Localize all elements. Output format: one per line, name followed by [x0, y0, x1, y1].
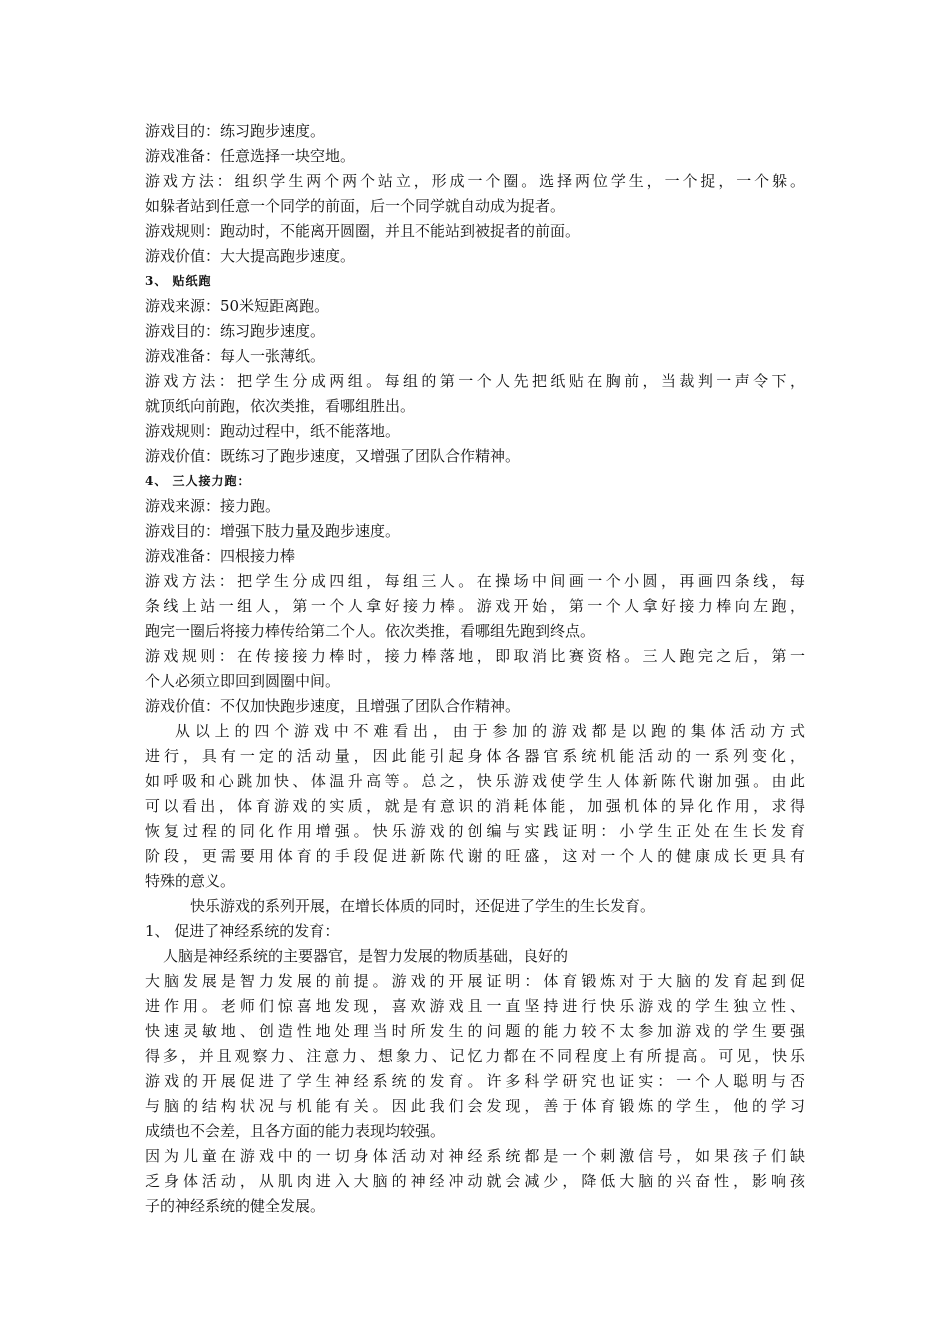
text-line: 进行，具有一定的活动量，因此能引起身体各器官系统机能活动的一系列变化，: [145, 747, 805, 765]
text-line: 游戏目的：练习跑步速度。: [145, 122, 326, 140]
text-line: 成绩也不会差，且各方面的能力表现均较强。: [145, 1122, 446, 1140]
text-line: 游戏目的：练习跑步速度。: [145, 322, 326, 340]
text-line: 游戏价值：既练习了跑步速度，又增强了团队合作精神。: [145, 447, 521, 465]
text-line: 大脑发展是智力发展的前提。游戏的开展证明：体育锻炼对于大脑的发育起到促: [145, 972, 805, 990]
section-heading: 3、 贴纸跑: [145, 274, 212, 288]
text-line: 游戏来源：50米短距离跑。: [145, 297, 330, 315]
text-line: 快速灵敏地、创造性地处理当时所发生的问题的能力较不太参加游戏的学生要强: [145, 1022, 805, 1040]
text-line: 快乐游戏的系列开展，在增长体质的同时，还促进了学生的生长发育。: [190, 897, 656, 915]
text-line: 因为儿童在游戏中的一切身体活动对神经系统都是一个刺激信号，如果孩子们缺: [145, 1147, 805, 1165]
text-line: 跑完一圈后将接力棒传给第二个人。依次类推，看哪组先跑到终点。: [145, 622, 596, 640]
text-line: 游戏准备：任意选择一块空地。: [145, 147, 356, 165]
text-line: 游戏方法：把学生分成四组，每组三人。在操场中间画一个小圆，再画四条线，每: [145, 572, 805, 590]
text-line: 如呼吸和心跳加快、体温升高等。总之，快乐游戏使学生人体新陈代谢加强。由此: [145, 772, 805, 790]
text-line: 特殊的意义。: [145, 872, 236, 890]
section-heading: 4、 三人接力跑：: [145, 474, 251, 488]
text-line: 游戏方法：把学生分成两组。每组的第一个人先把纸贴在胸前，当裁判一声令下，: [145, 372, 805, 390]
text-line: 得多，并且观察力、注意力、想象力、记忆力都在不同程度上有所提高。可见，快乐: [145, 1047, 805, 1065]
text-line: 游戏规则：在传接接力棒时，接力棒落地，即取消比赛资格。三人跑完之后，第一: [145, 647, 805, 665]
text-line: 恢复过程的同化作用增强。快乐游戏的创编与实践证明：小学生正处在生长发育: [145, 822, 805, 840]
text-line: 1、 促进了神经系统的发育：: [145, 922, 340, 940]
text-line: 与脑的结构状况与机能有关。因此我们会发现，善于体育锻炼的学生，他的学习: [145, 1097, 805, 1115]
text-line: 游戏准备：四根接力棒: [145, 547, 296, 565]
text-line: 子的神经系统的健全发展。: [145, 1197, 326, 1215]
text-line: 进作用。老师们惊喜地发现，喜欢游戏且一直坚持进行快乐游戏的学生独立性、: [145, 997, 805, 1015]
text-line: 乏身体活动，从肌肉进入大脑的神经冲动就会减少，降低大脑的兴奋性，影响孩: [145, 1172, 805, 1190]
text-line: 游戏方法：组织学生两个两个站立，形成一个圈。选择两位学生，一个捉，一个躲。: [145, 172, 805, 190]
text-line: 游戏来源：接力跑。: [145, 497, 281, 515]
text-line: 游戏准备：每人一张薄纸。: [145, 347, 326, 365]
text-line: 可以看出，体育游戏的实质，就是有意识的消耗体能，加强机体的异化作用，求得: [145, 797, 805, 815]
document-body: [145, 119, 805, 1219]
text-line: 条线上站一组人，第一个人拿好接力棒。游戏开始，第一个人拿好接力棒向左跑，: [145, 597, 805, 615]
text-line: 个人必须立即回到圆圈中间。: [145, 672, 341, 690]
text-line: 阶段，更需要用体育的手段促进新陈代谢的旺盛，这对一个人的健康成长更具有: [145, 847, 805, 865]
text-line: 就顶纸向前跑，依次类推，看哪组胜出。: [145, 397, 416, 415]
text-line: 游戏价值：不仅加快跑步速度，且增强了团队合作精神。: [145, 697, 521, 715]
text-line: 游戏规则：跑动过程中，纸不能落地。: [145, 422, 401, 440]
text-line: 如躲者站到任意一个同学的前面，后一个同学就自动成为捉者。: [145, 197, 566, 215]
text-line: 游戏目的：增强下肢力量及跑步速度。: [145, 522, 401, 540]
text-line: 人脑是神经系统的主要器官，是智力发展的物质基础，良好的: [163, 947, 569, 965]
text-line: 游戏规则：跑动时，不能离开圆圈，并且不能站到被捉者的前面。: [145, 222, 581, 240]
text-line: 从以上的四个游戏中不难看出，由于参加的游戏都是以跑的集体活动方式: [175, 722, 805, 740]
text-line: 游戏的开展促进了学生神经系统的发育。许多科学研究也证实：一个人聪明与否: [145, 1072, 805, 1090]
text-line: 游戏价值：大大提高跑步速度。: [145, 247, 356, 265]
